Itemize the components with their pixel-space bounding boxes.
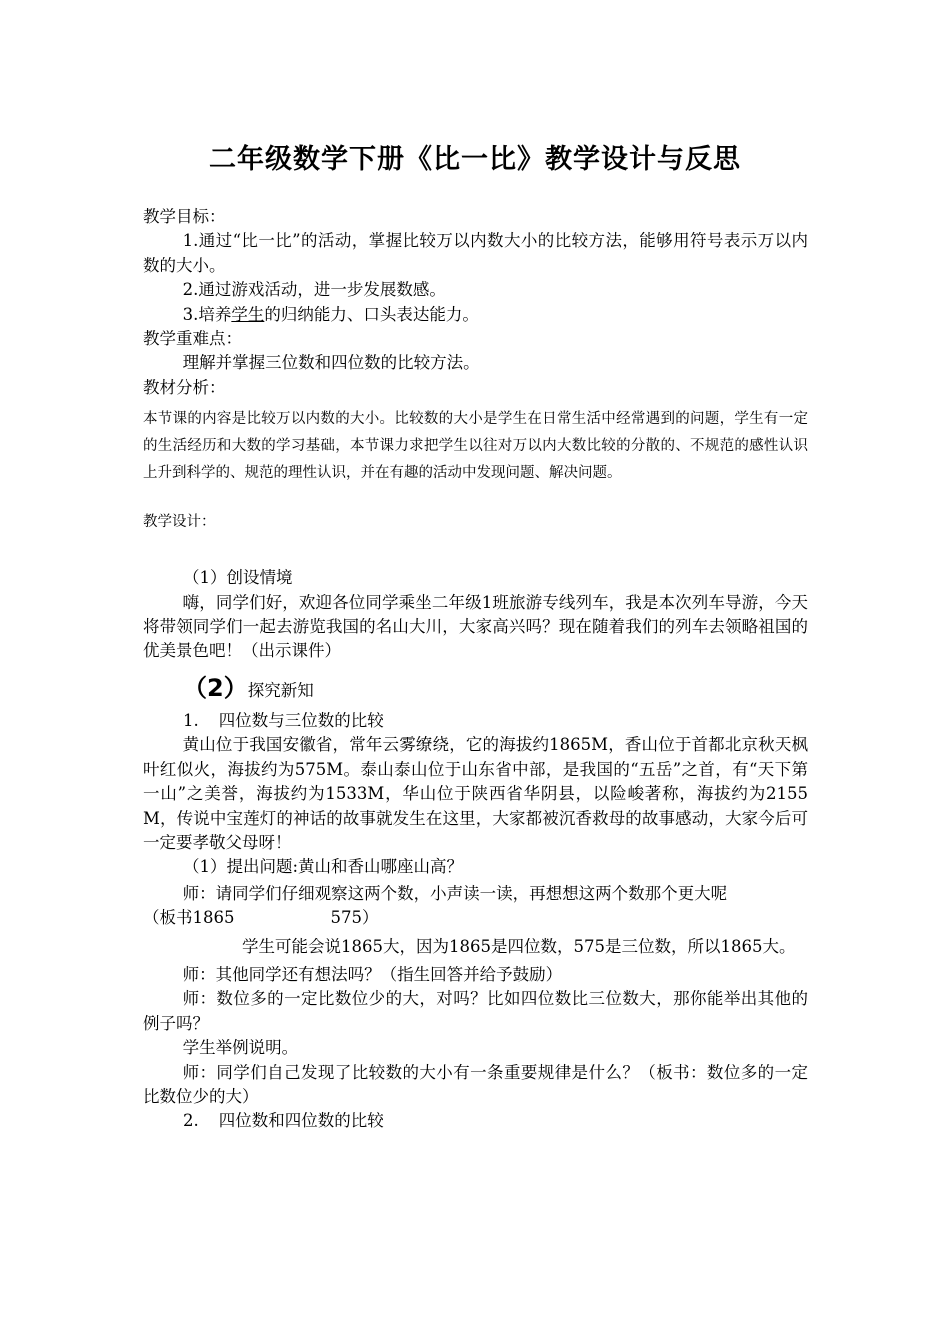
objective-1: 1.通过“比一比”的活动，掌握比较万以内数大小的比较方法，能够用符号表示万以内数的大小。	[143, 231, 808, 275]
sub2-label: 四位数和四位数的比较	[218, 1111, 384, 1131]
sub1-label: 四位数与三位数的比较	[218, 710, 384, 730]
student-1: 学生可能会说1865大，因为1865是四位数，575是三位数，所以1865大。	[242, 936, 796, 956]
sub2-heading	[143, 1109, 808, 1133]
sub1-number: 1.	[183, 710, 199, 730]
document-body	[143, 205, 808, 1134]
design-heading: 教学设计：	[143, 514, 216, 531]
objective-3-pre: 3.培养	[182, 304, 232, 324]
step2-number: （2）	[183, 673, 248, 702]
board-1	[143, 906, 808, 930]
sub2-number: 2.	[183, 1111, 199, 1131]
objectives-heading: 教学目标：	[143, 207, 226, 226]
teacher-1: 师：请同学们仔细观察这两个数，小声读一读，再想想这两个数那个更大呢	[182, 883, 728, 903]
teacher-2: 师：其他同学还有想法吗？（指生回答并给予鼓励）	[182, 964, 563, 984]
step2-label: 探究新知	[247, 680, 314, 700]
teacher-3: 师：数位多的一定比数位少的大，对吗？比如四位数比三位数大，那你能举出其他的例子吗？	[143, 989, 808, 1033]
document-title: 二年级数学下册《比一比》教学设计与反思	[209, 144, 741, 175]
objective-3-post: 的归纳能力、口头表达能力。	[264, 304, 479, 324]
teacher-4: 师：同学们自己发现了比较数的大小有一条重要规律是什么？（板书：数位多的一定比数位少的大）	[143, 1062, 808, 1106]
analysis-heading: 教材分析：	[143, 377, 226, 397]
sub1-heading	[143, 709, 808, 733]
step1-heading: （1）创设情境	[183, 568, 293, 588]
step2-heading	[143, 670, 808, 709]
key-points-text: 理解并掌握三位数和四位数的比较方法。	[182, 353, 480, 373]
objective-2: 2.通过游戏活动，进一步发展数感。	[182, 280, 446, 300]
sub1-text: 黄山位于我国安徽省，常年云雾缭绕，它的海拔约1865M，香山位于首都北京秋天枫叶红似火，海拔约为575M。泰山泰山位于山东省中部，是我国的“五岳”之首，有“天下第一山”之美誉，海拔约为1533M，华山位于陕西省华阴县，以险峻著称，海拔约为2155M，传说中宝莲灯的神话的故事就发生在这里，大家都被沉香救母的故事感动，大家今后可一定要孝敬父母呀！	[143, 735, 808, 852]
student-link[interactable]: 学生	[231, 304, 265, 324]
board-1-b: 575）	[330, 908, 379, 928]
step1-text: 嗨，同学们好，欢迎各位同学乘坐二年级1班旅游专线列车，我是本次列车导游，今天将带领同学们一起去游览我国的名山大川，大家高兴吗？现在随着我们的列车去领略祖国的优美景色吧！（出示课件）	[143, 592, 808, 661]
student-2: 学生举例说明。	[182, 1038, 299, 1058]
board-1-a: （板书1865	[143, 908, 235, 928]
objective-3	[143, 303, 808, 327]
key-points-heading: 教学重难点：	[143, 329, 242, 349]
question: （1）提出问题:黄山和香山哪座山高？	[183, 857, 464, 877]
analysis-text: 本节课的内容是比较万以内数的大小。比较数的大小是学生在日常生活中经常遇到的问题，学生有一定的生活经历和大数的学习基础，本节课力求把学生以往对万以内大数比较的分散的、不规范的感性认识上升到科学的、规范的理性认识，并在有趣的活动中发现问题、解决问题。	[143, 411, 808, 482]
